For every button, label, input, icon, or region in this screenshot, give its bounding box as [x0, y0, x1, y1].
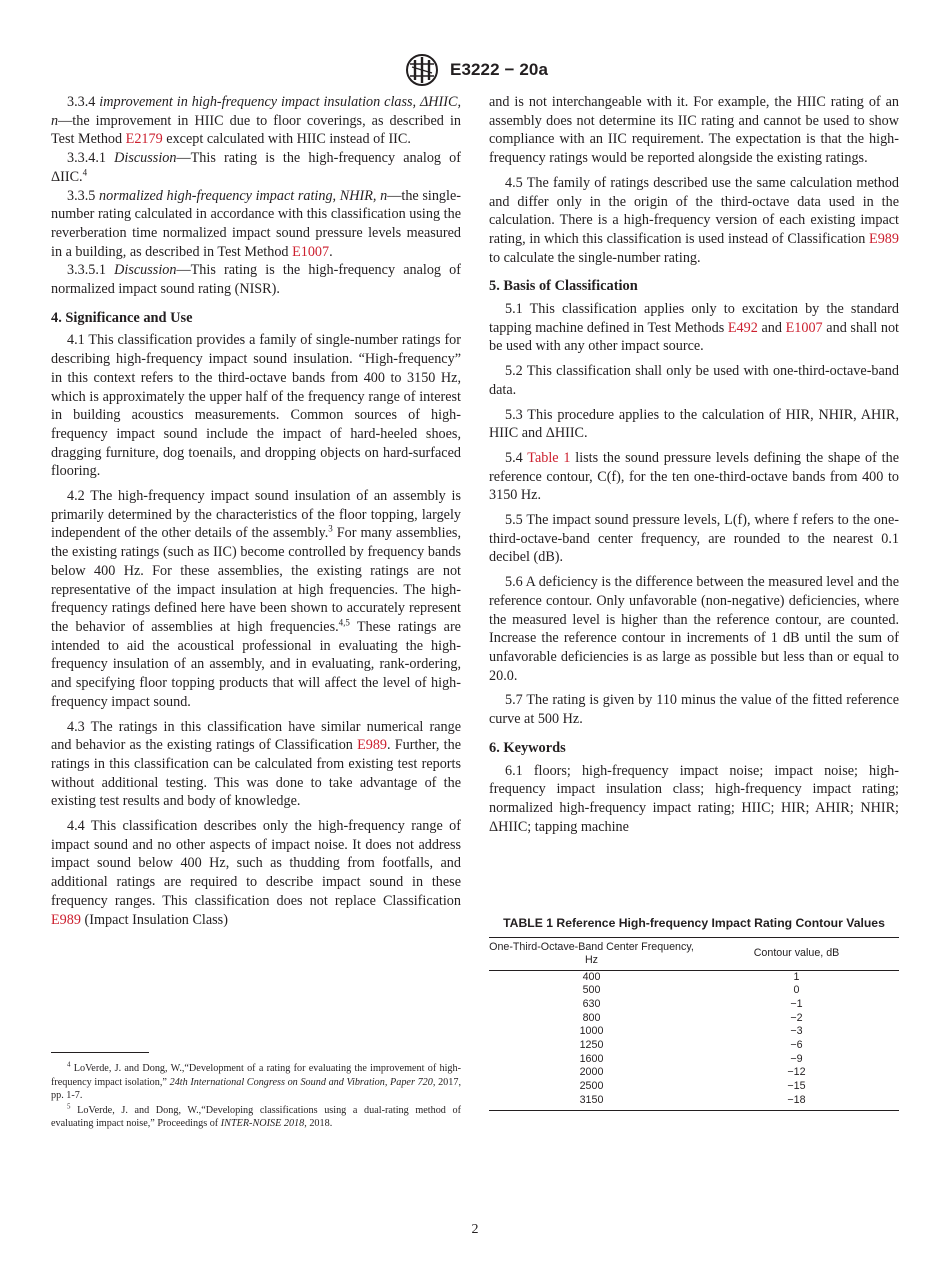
link-e2179[interactable]: E2179 [125, 131, 163, 148]
astm-logo-icon [402, 52, 442, 88]
paragraph-5-2: 5.2 This classification shall only be used with one-third-octave-band data. [489, 363, 899, 398]
link-e989[interactable]: E989 [869, 230, 899, 247]
table-row: 1000 −3 [579, 1025, 803, 1038]
table-row: 800 −2 [582, 1011, 803, 1024]
table-row: 1600 −9 [579, 1052, 803, 1065]
link-e492[interactable]: E492 [727, 319, 758, 336]
table-header-frequency: One-Third-Octave-Band Center Frequency, Hz [489, 937, 694, 970]
section-6-heading: 6. Keywords [489, 739, 566, 756]
link-e1007[interactable]: E1007 [785, 319, 823, 336]
section-5-heading: 5. Basis of Classification [489, 278, 638, 295]
paragraph-5-5: 5.5 The impact sound pressure levels, L(f), where f refers to the one-third-octave-band center frequency, are rounded to the nearest 0.1 decibel (dB). [489, 512, 899, 566]
footnotes [51, 1062, 461, 1132]
paragraph-5-7: 5.7 The rating is given by 110 minus the value of the fitted reference curve at 500 Hz. [489, 692, 899, 728]
link-e1007[interactable]: E1007 [292, 243, 330, 260]
paragraph-6-1: 6.1 floors; high-frequency impact noise; impact noise; high-frequency impact insulation class; high-frequency impact rating; normalized high-frequency impact rating; HIIC; HIR; AHIR; NHIR; ΔHIIC; tapping machine [489, 762, 899, 835]
table-header-contour: Contour value, dB [694, 937, 899, 970]
left-column [51, 93, 461, 929]
link-e989[interactable]: E989 [51, 911, 81, 928]
paragraph-3-3-4-1: 3.3.4.1 Discussion—This rating is the high-frequency analog of ΔIIC.$^4$ [51, 150, 461, 185]
document-id: E3222 − 20a [450, 60, 548, 79]
right-column [489, 93, 899, 836]
paragraph-4-2: 4.2 The high-frequency impact sound insulation of an assembly is primarily determined by the characteristics of the floor topping, largely independent of the other details of the assembly.$^3$ For many assemblies, the existing ratings (such as IIC) become controlled by frequency bands below 400 Hz. For these assemblies, the existing ratings are not representative of the impact insulation at high frequencies. The high-frequency ratings defined here have been shown to accurately represent the behavior of assemblies at high frequencies.$^{4,5}$ These ratings are intended to aid the acoustical professional in evaluating the high-frequency insulation of an assembly, and in evaluating, rank-ordering, and specifying floor topping products that will affect the level of high-frequency impact sound. [51, 488, 461, 710]
table-row: 400 1 [582, 970, 800, 983]
footnote-4: $^4$ LoVerde, J. and Dong, W.,“Development of a rating for evaluating the improvement of high-frequency impact isolation,” 24th International Congress on Sound and Vibration, Paper 720, 2017, pp. 1-7. [51, 1060, 462, 1102]
paragraph-5-6: 5.6 A deficiency is the difference between the measured level and the reference contour. Only unfavorable (non-negative) deficiencies, where the measured level is higher than the reference contour, are counted. Increase the reference contour in increments of 1 dB until the sum of unfavorable deficiencies is as large as possible but less than or equal to 20.0. [489, 574, 899, 684]
paragraph-4-4: 4.4 This classification describes only the high-frequency range of impact sound and no other aspects of impact noise. It does not address impact sound below 400 Hz, such as thudding from footfalls, and additional ratings are required to describe impact sound in these frequency ranges. This classification does not replace Classification E989 (Impact Insulation Class) [51, 818, 461, 928]
table-row: 500 0 [582, 984, 800, 997]
table-row: 3150 −18 [489, 1094, 899, 1110]
table-row: 1250 −6 [579, 1039, 803, 1052]
table-row: 2500 −15 [579, 1080, 806, 1093]
paragraph-4-4-continued: and is not interchangeable with it. For example, the HIIC rating of an assembly does not determine its IIC rating and cannot be used to show compliance with an IIC requirement. The expectation is that the high-frequency ratings would be reported alongside the existing ratings. [489, 94, 899, 167]
table-1 [489, 916, 899, 1111]
paragraph-5-1: 5.1 This classification applies only to excitation by the standard tapping machine defined in Test Methods E492 and E1007 and shall not be used with any other impact source. [489, 301, 899, 355]
link-table-1[interactable]: Table 1 [527, 449, 571, 466]
paragraph-5-4: 5.4 Table 1 lists the sound pressure levels defining the shape of the reference contour, C(f), for the ten one-third-octave bands from 400 to 3150 Hz. [489, 449, 899, 504]
table-row: 630 −1 [582, 997, 803, 1010]
paragraph-4-5: 4.5 The family of ratings described use the same calculation method and differ only in the origin of the third-octave data used in the calculation. There is a high-frequency version of each existing impact rating, in which this classification is used instead of Classification E989 to calculate the single-number rating. [489, 174, 899, 266]
table-1-title: TABLE 1 Reference High-frequency Impact Rating Contour Values [503, 916, 885, 930]
page-header [0, 52, 950, 88]
paragraph-3-3-5: 3.3.5 normalized high-frequency impact rating, NHIR, n—the single-number rating calculated in accordance with this classification using the reverberation time normalized impact sound pressure levels measured in a building, as described in Test Method E1007. [51, 187, 461, 260]
footnote-5: $^5$ LoVerde, J. and Dong, W.,“Developing classifications using a dual-rating method of evaluating impact noise,” Proceedings of INTER-NOISE 2018, 2018. [51, 1102, 461, 1130]
table-1-grid [489, 937, 899, 1111]
link-e989[interactable]: E989 [357, 737, 388, 754]
paragraph-3-3-5-1: 3.3.5.1 Discussion—This rating is the high-frequency analog of normalized impact sound rating (NISR). [51, 262, 461, 298]
paragraph-4-1: 4.1 This classification provides a family of single-number ratings for describing high-frequency impact sound insulation. “High-frequency” in this context refers to the third-octave bands from 400 to 3150 Hz, which is approximately the upper half of the frequency range of interest in building acoustics measurements. Common sources of high-frequency impact sound include the impact of hard-heeled shoes, dragging furniture, dog toenails, and dropping objects on hard-surfaced flooring. [51, 332, 461, 480]
paragraph-3-3-4: 3.3.4 improvement in high-frequency impact insulation class, ΔHIIC, n—the improvement in HIIC due to floor coverings, as described in Test Method E2179 except calculated with HIIC instead of IIC. [51, 94, 462, 148]
paragraph-4-3: 4.3 The ratings in this classification have similar numerical range and behavior as the existing ratings of Classification E989. Further, the ratings in this classification can be calculated from existing test reports without additional testing. This was done to take advantage of the existing test results and body of knowledge. [51, 718, 461, 810]
footnote-divider [51, 1052, 149, 1053]
section-4-heading: 4. Significance and Use [51, 309, 193, 326]
table-row: 2000 −12 [579, 1066, 806, 1079]
paragraph-5-3: 5.3 This procedure applies to the calculation of HIR, NHIR, AHIR, HIIC and ΔHIIC. [489, 406, 899, 442]
page-number: 2 [471, 1222, 479, 1237]
